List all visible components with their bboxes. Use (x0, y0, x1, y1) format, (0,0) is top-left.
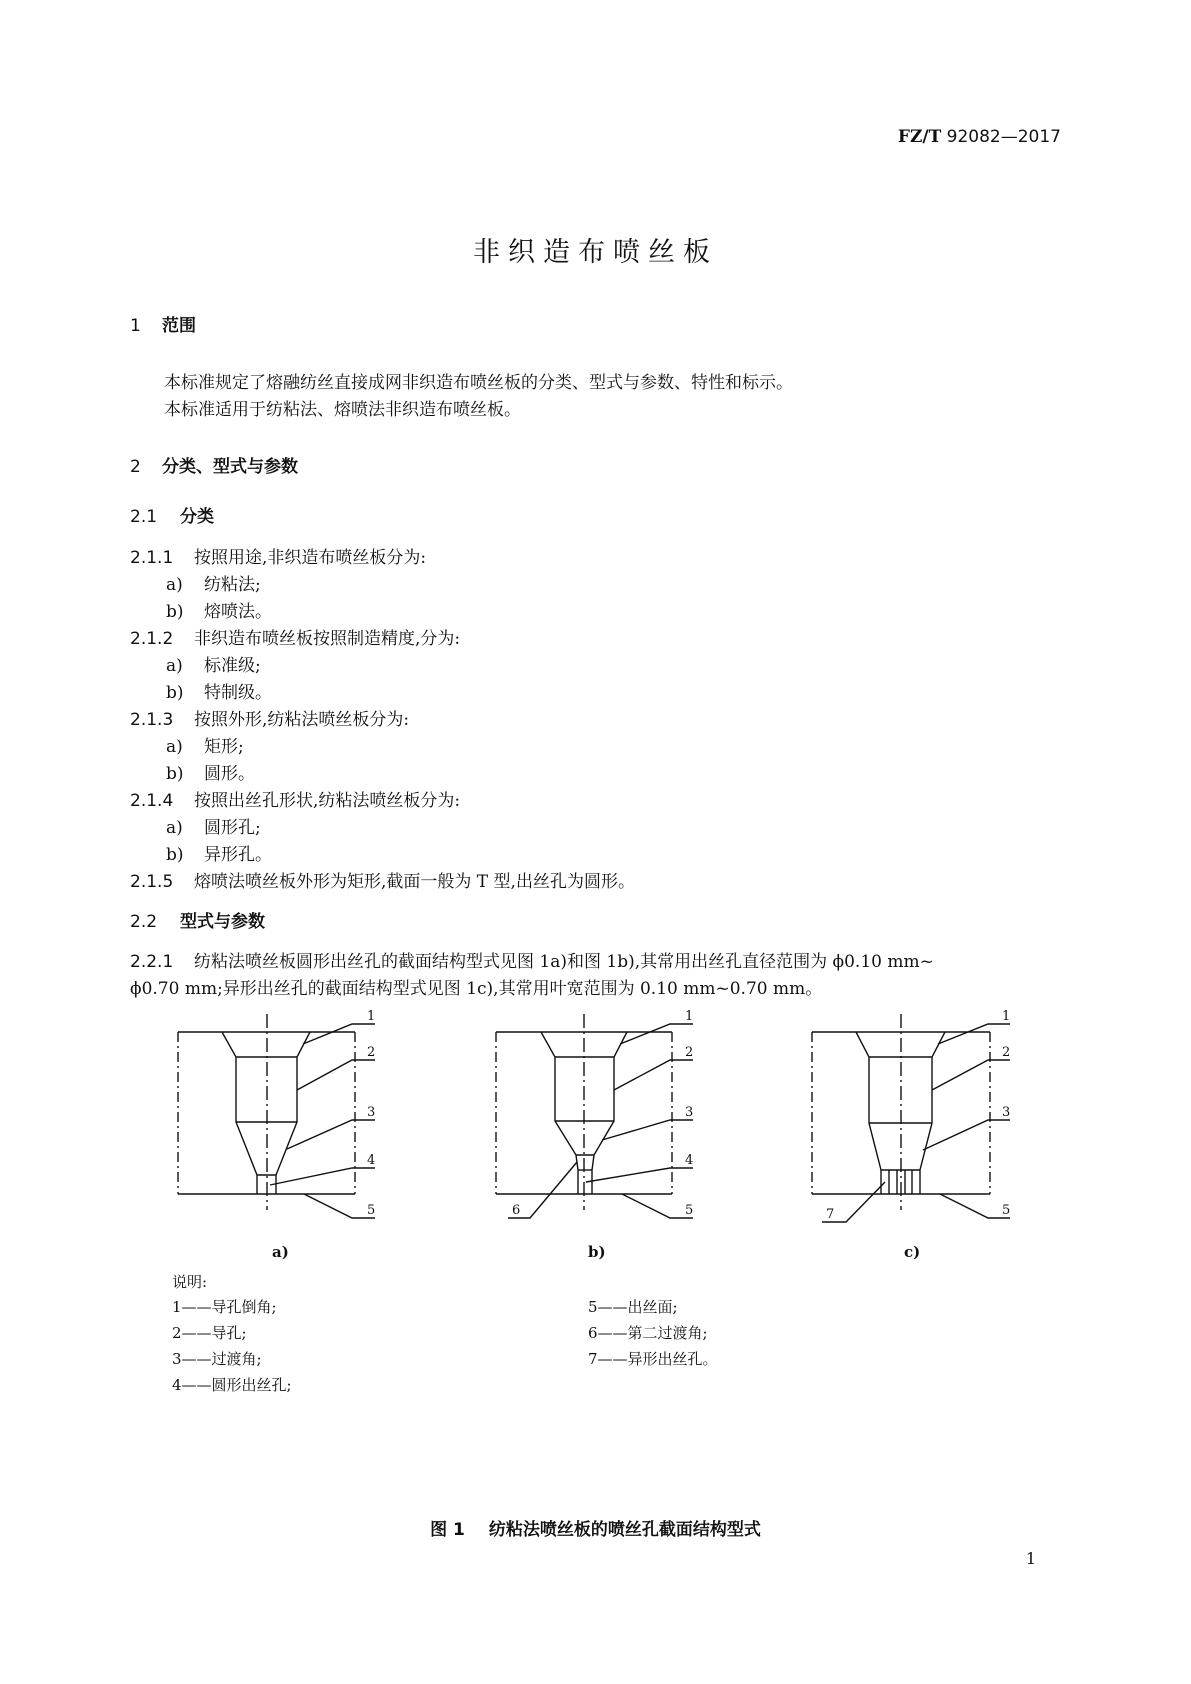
clause-text: 非织造布喷丝板按照制造精度,分为: (194, 629, 461, 649)
list-marker: a) (166, 575, 183, 595)
callout-6: 6 (512, 1203, 521, 1218)
callout-4: 4 (367, 1153, 376, 1168)
clause-number: 2.1.2 (130, 629, 174, 649)
list-text: 纺粘法; (204, 575, 261, 595)
diagram-c (812, 1014, 1010, 1222)
list-item (166, 678, 272, 703)
list-text: 标准级; (204, 656, 261, 676)
clause-text: 按照外形,纺粘法喷丝板分为: (194, 710, 410, 730)
list-text: 圆形。 (204, 764, 255, 784)
clause-2-1-5 (130, 867, 635, 892)
section-title: 范围 (162, 316, 196, 336)
legend-item: 6——第二过渡角; (588, 1324, 708, 1342)
subsection-title: 型式与参数 (180, 912, 265, 932)
subsection-number: 2.2 (130, 912, 158, 932)
list-item (166, 570, 261, 595)
list-item (166, 813, 261, 838)
document-title: 非织造布喷丝板 (473, 237, 718, 268)
list-marker: a) (166, 818, 183, 838)
subsection-number: 2.1 (130, 507, 158, 527)
list-item (166, 597, 272, 622)
clause-number: 2.1.5 (130, 872, 174, 892)
list-item (166, 651, 261, 676)
clause-2-1-4 (130, 786, 460, 811)
callout-3: 3 (1002, 1105, 1011, 1120)
clause-2-1-3 (130, 705, 409, 730)
list-text: 矩形; (204, 737, 244, 757)
callout-1: 1 (1002, 1009, 1011, 1024)
clause-text-line1: 纺粘法喷丝板圆形出丝孔的截面结构型式见图 1a)和图 1b),其常用出丝孔直径范围为 ϕ0.10 mm~ (194, 952, 934, 972)
subsection-title: 分类 (180, 507, 214, 527)
subfigure-label-c: c) (904, 1243, 921, 1261)
list-marker: b) (166, 683, 184, 703)
subsection-2-2-heading (130, 907, 265, 932)
callout-5: 5 (367, 1203, 376, 1218)
list-marker: a) (166, 737, 183, 757)
figure-caption (0, 1515, 1191, 1540)
callout-5: 5 (685, 1203, 694, 1218)
paragraph: 本标准规定了熔融纺丝直接成网非织造布喷丝板的分类、型式与参数、特性和标示。 (164, 373, 793, 393)
list-item (166, 732, 244, 757)
clause-number: 2.1.3 (130, 710, 174, 730)
legend-item: 5——出丝面; (588, 1298, 678, 1316)
clause-number: 2.1.4 (130, 791, 174, 811)
subfigure-label-b: b) (588, 1243, 606, 1261)
clause-text: 按照用途,非织造布喷丝板分为: (194, 548, 427, 568)
list-item (166, 840, 272, 865)
clause-2-1-2 (130, 624, 460, 649)
legend-item: 4——圆形出丝孔; (172, 1376, 292, 1394)
section-number: 2 (130, 457, 141, 477)
legend-item: 3——过渡角; (172, 1350, 262, 1368)
standard-code (898, 127, 1061, 147)
subsection-2-1-heading (130, 502, 214, 527)
legend-item: 7——异形出丝孔。 (588, 1350, 718, 1368)
callout-5: 5 (1002, 1203, 1011, 1218)
figure-1-drawing (0, 1000, 1191, 1250)
clause-number: 2.1.1 (130, 548, 174, 568)
clause-2-1-1 (130, 543, 426, 568)
clause-text: 按照出丝孔形状,纺粘法喷丝板分为: (194, 791, 461, 811)
diagram-a (178, 1014, 375, 1218)
list-marker: b) (166, 602, 184, 622)
list-text: 圆形孔; (204, 818, 261, 838)
standard-number: 92082—2017 (946, 127, 1061, 147)
clause-number: 2.2.1 (130, 952, 174, 972)
legend-title: 说明: (172, 1273, 208, 1291)
paragraph: 本标准适用于纺粘法、熔喷法非织造布喷丝板。 (164, 400, 521, 420)
clause-text: 熔喷法喷丝板外形为矩形,截面一般为 T 型,出丝孔为圆形。 (194, 872, 635, 892)
callout-2: 2 (367, 1045, 376, 1060)
list-marker: b) (166, 845, 184, 865)
callout-3: 3 (685, 1105, 694, 1120)
section-title: 分类、型式与参数 (162, 457, 298, 477)
list-text: 特制级。 (204, 683, 272, 703)
callout-2: 2 (1002, 1045, 1011, 1060)
callout-2: 2 (685, 1045, 694, 1060)
callout-4: 4 (685, 1153, 694, 1168)
list-text: 异形孔。 (204, 845, 272, 865)
diagram-b (496, 1014, 693, 1218)
section-number: 1 (130, 316, 141, 336)
callout-1: 1 (367, 1009, 376, 1024)
callout-3: 3 (367, 1105, 376, 1120)
figure-caption-text: 纺粘法喷丝板的喷丝孔截面结构型式 (488, 1520, 761, 1540)
page-number: 1 (1025, 1549, 1036, 1568)
callout-1: 1 (685, 1009, 694, 1024)
standard-prefix: FZ/T (897, 127, 942, 147)
section-1-heading (130, 311, 196, 336)
legend-item: 1——导孔倒角; (172, 1298, 277, 1316)
list-marker: b) (166, 764, 184, 784)
list-text: 熔喷法。 (204, 602, 272, 622)
figure-number: 图 1 (430, 1520, 465, 1540)
legend-item: 2——导孔; (172, 1324, 247, 1342)
clause-2-2-1 (130, 947, 934, 972)
list-marker: a) (166, 656, 183, 676)
subfigure-label-a: a) (272, 1243, 289, 1261)
list-item (166, 759, 255, 784)
clause-text-line2: ϕ0.70 mm;异形出丝孔的截面结构型式见图 1c),其常用叶宽范围为 0.10 mm~0.70 mm。 (130, 979, 823, 999)
section-2-heading (130, 452, 298, 477)
callout-7: 7 (826, 1207, 835, 1222)
